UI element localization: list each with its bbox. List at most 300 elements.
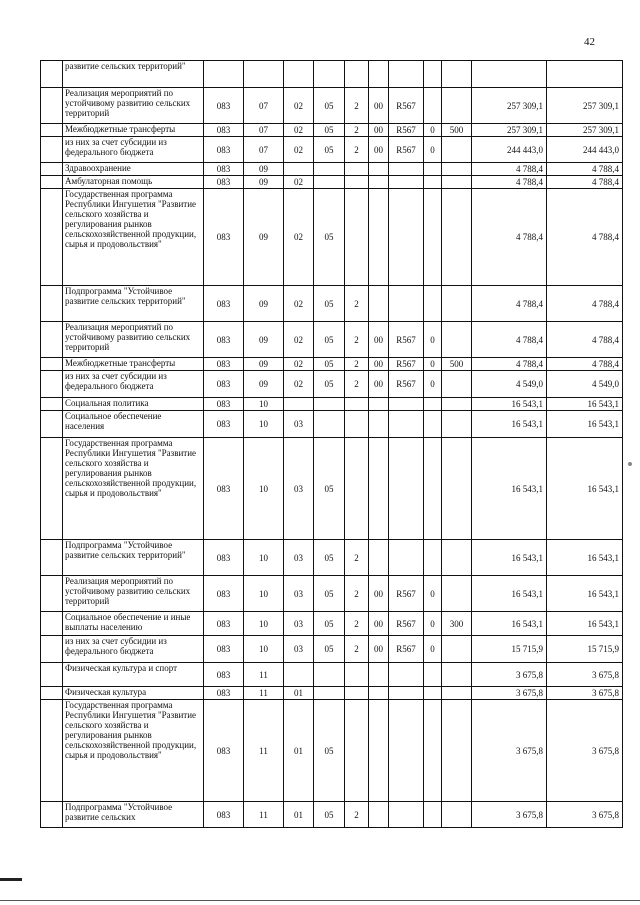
- cell-p5: 0: [424, 636, 442, 663]
- item-name-cell: Социальная политика: [63, 398, 204, 411]
- item-name-cell: Подпрограмма "Устойчивое развитие сельских территорий": [63, 286, 204, 322]
- cell-vr: [442, 398, 472, 411]
- cell-p1: [314, 61, 345, 88]
- item-name-cell: развитие сельских территорий": [63, 61, 204, 88]
- cell-rz: 07: [244, 137, 284, 163]
- cell-pr: 02: [284, 322, 314, 358]
- cell-p5: [424, 411, 442, 438]
- cell-p1: 05: [314, 286, 345, 322]
- cell-pr: 03: [284, 612, 314, 636]
- cell-rz: 10: [244, 576, 284, 612]
- cell-p2: [345, 687, 369, 700]
- cell-p4: R567: [389, 576, 424, 612]
- row-number-cell: [41, 163, 63, 176]
- table-row: [41, 540, 623, 576]
- cell-y1: [472, 61, 547, 88]
- item-name-cell: Социальное обеспечение и иные выплаты населению: [63, 612, 204, 636]
- item-name-cell: Социальное обеспечение населения: [63, 411, 204, 438]
- row-number-cell: [41, 540, 63, 576]
- cell-adm: 083: [204, 576, 244, 612]
- row-number-cell: [41, 124, 63, 137]
- cell-p2: 2: [345, 576, 369, 612]
- cell-pr: 01: [284, 687, 314, 700]
- cell-p2: [345, 398, 369, 411]
- cell-vr: [442, 322, 472, 358]
- row-number-cell: [41, 371, 63, 398]
- cell-p4: R567: [389, 124, 424, 137]
- cell-y2: 15 715,9: [547, 636, 623, 663]
- cell-p2: 2: [345, 612, 369, 636]
- row-number-cell: [41, 358, 63, 371]
- cell-p3: [369, 163, 389, 176]
- cell-p3: [369, 286, 389, 322]
- cell-y1: 4 788,4: [472, 163, 547, 176]
- cell-y1: 4 788,4: [472, 176, 547, 189]
- cell-p2: 2: [345, 88, 369, 124]
- cell-vr: 500: [442, 124, 472, 137]
- item-name-cell: из них за счет субсидии из федерального бюджета: [63, 636, 204, 663]
- row-number-cell: [41, 322, 63, 358]
- cell-p1: [314, 687, 345, 700]
- cell-adm: [204, 61, 244, 88]
- cell-vr: 300: [442, 612, 472, 636]
- cell-vr: [442, 663, 472, 687]
- cell-rz: 10: [244, 411, 284, 438]
- cell-p4: [389, 411, 424, 438]
- cell-y2: 4 788,4: [547, 322, 623, 358]
- cell-pr: [284, 663, 314, 687]
- cell-pr: 01: [284, 700, 314, 802]
- item-name-cell: Амбулаторная помощь: [63, 176, 204, 189]
- scan-speck: [628, 462, 632, 466]
- cell-p4: [389, 398, 424, 411]
- cell-p3: 00: [369, 576, 389, 612]
- item-name-cell: Государственная программа Республики Ингушетия "Развитие сельского хозяйства и регулирования рынков сельскохозяйственной продукции, сырья и продовольствия": [63, 700, 204, 802]
- cell-pr: 01: [284, 802, 314, 828]
- cell-y2: 16 543,1: [547, 576, 623, 612]
- cell-y2: 4 788,4: [547, 358, 623, 371]
- cell-pr: [284, 163, 314, 176]
- cell-pr: 03: [284, 576, 314, 612]
- cell-p3: [369, 438, 389, 540]
- cell-p3: 00: [369, 636, 389, 663]
- cell-pr: [284, 398, 314, 411]
- item-name-cell: из них за счет субсидии из федерального бюджета: [63, 137, 204, 163]
- item-name-cell: Межбюджетные трансферты: [63, 124, 204, 137]
- cell-rz: 09: [244, 286, 284, 322]
- table-row: [41, 636, 623, 663]
- budget-table: [40, 60, 623, 828]
- cell-y2: 16 543,1: [547, 411, 623, 438]
- cell-p5: 0: [424, 612, 442, 636]
- cell-y1: 257 309,1: [472, 124, 547, 137]
- cell-y1: 4 788,4: [472, 286, 547, 322]
- cell-rz: 10: [244, 540, 284, 576]
- cell-p1: 05: [314, 137, 345, 163]
- cell-y2: 3 675,8: [547, 700, 623, 802]
- cell-p5: 0: [424, 358, 442, 371]
- cell-p1: 05: [314, 438, 345, 540]
- row-number-cell: [41, 137, 63, 163]
- cell-vr: [442, 576, 472, 612]
- table-row: [41, 61, 623, 88]
- cell-adm: 083: [204, 176, 244, 189]
- cell-adm: 083: [204, 371, 244, 398]
- cell-p4: [389, 700, 424, 802]
- row-number-cell: [41, 663, 63, 687]
- cell-adm: 083: [204, 189, 244, 286]
- cell-p1: 05: [314, 88, 345, 124]
- cell-adm: 083: [204, 358, 244, 371]
- cell-y2: 4 788,4: [547, 286, 623, 322]
- cell-vr: [442, 189, 472, 286]
- row-number-cell: [41, 636, 63, 663]
- cell-rz: 11: [244, 663, 284, 687]
- cell-p4: [389, 286, 424, 322]
- cell-adm: 083: [204, 137, 244, 163]
- cell-p4: [389, 189, 424, 286]
- cell-y2: 16 543,1: [547, 398, 623, 411]
- item-name-cell: Реализация мероприятий по устойчивому развитию сельских территорий: [63, 576, 204, 612]
- row-number-cell: [41, 189, 63, 286]
- cell-p2: 2: [345, 540, 369, 576]
- cell-p3: 00: [369, 371, 389, 398]
- cell-p4: R567: [389, 636, 424, 663]
- cell-vr: [442, 802, 472, 828]
- cell-y2: 16 543,1: [547, 612, 623, 636]
- table-row: [41, 358, 623, 371]
- cell-p3: [369, 189, 389, 286]
- cell-p5: [424, 286, 442, 322]
- cell-rz: 07: [244, 88, 284, 124]
- table-row: [41, 398, 623, 411]
- cell-p2: [345, 438, 369, 540]
- cell-y2: 257 309,1: [547, 124, 623, 137]
- cell-y2: 3 675,8: [547, 663, 623, 687]
- cell-p5: 0: [424, 124, 442, 137]
- cell-p5: [424, 176, 442, 189]
- cell-p3: [369, 700, 389, 802]
- cell-rz: 10: [244, 612, 284, 636]
- cell-y1: 4 549,0: [472, 371, 547, 398]
- cell-p1: 05: [314, 612, 345, 636]
- cell-y1: 3 675,8: [472, 700, 547, 802]
- cell-p1: 05: [314, 802, 345, 828]
- cell-pr: 03: [284, 636, 314, 663]
- row-number-cell: [41, 700, 63, 802]
- cell-p2: 2: [345, 137, 369, 163]
- item-name-cell: Физическая культура: [63, 687, 204, 700]
- cell-p1: 05: [314, 124, 345, 137]
- cell-p1: 05: [314, 189, 345, 286]
- cell-adm: 083: [204, 411, 244, 438]
- table-row: [41, 802, 623, 828]
- cell-p5: 0: [424, 322, 442, 358]
- cell-p1: [314, 176, 345, 189]
- cell-p4: [389, 163, 424, 176]
- cell-pr: 02: [284, 124, 314, 137]
- cell-p2: [345, 176, 369, 189]
- cell-vr: [442, 438, 472, 540]
- cell-rz: 09: [244, 176, 284, 189]
- cell-rz: 11: [244, 687, 284, 700]
- cell-rz: 11: [244, 700, 284, 802]
- row-number-cell: [41, 411, 63, 438]
- cell-p4: [389, 802, 424, 828]
- table-row: [41, 663, 623, 687]
- cell-p2: 2: [345, 371, 369, 398]
- cell-vr: 500: [442, 358, 472, 371]
- cell-p1: 05: [314, 358, 345, 371]
- table-row: [41, 411, 623, 438]
- cell-vr: [442, 700, 472, 802]
- cell-pr: 02: [284, 371, 314, 398]
- cell-p4: [389, 176, 424, 189]
- cell-p2: [345, 700, 369, 802]
- table-row: [41, 137, 623, 163]
- cell-vr: [442, 137, 472, 163]
- item-name-cell: Государственная программа Республики Ингушетия "Развитие сельского хозяйства и регулирования рынков сельскохозяйственной продукции, сырья и продовольствия": [63, 189, 204, 286]
- table-row: [41, 88, 623, 124]
- cell-p3: [369, 411, 389, 438]
- cell-p2: [345, 163, 369, 176]
- cell-p3: [369, 398, 389, 411]
- row-number-cell: [41, 438, 63, 540]
- cell-y1: 4 788,4: [472, 189, 547, 286]
- cell-vr: [442, 371, 472, 398]
- cell-p5: [424, 687, 442, 700]
- cell-p1: [314, 398, 345, 411]
- cell-p3: [369, 540, 389, 576]
- cell-p3: 00: [369, 612, 389, 636]
- cell-adm: 083: [204, 663, 244, 687]
- cell-p3: 00: [369, 322, 389, 358]
- cell-y1: 3 675,8: [472, 687, 547, 700]
- cell-y1: 244 443,0: [472, 137, 547, 163]
- cell-p1: [314, 411, 345, 438]
- cell-p3: [369, 687, 389, 700]
- table-row: [41, 700, 623, 802]
- cell-p3: 00: [369, 358, 389, 371]
- cell-p4: [389, 663, 424, 687]
- cell-pr: 03: [284, 540, 314, 576]
- cell-y2: 3 675,8: [547, 687, 623, 700]
- cell-p5: 0: [424, 576, 442, 612]
- table-row: [41, 286, 623, 322]
- cell-rz: 10: [244, 398, 284, 411]
- cell-p3: 00: [369, 137, 389, 163]
- cell-p3: 00: [369, 124, 389, 137]
- cell-p5: [424, 163, 442, 176]
- cell-pr: [284, 61, 314, 88]
- cell-y2: 257 309,1: [547, 88, 623, 124]
- cell-p2: 2: [345, 802, 369, 828]
- item-name-cell: Реализация мероприятий по устойчивому развитию сельских территорий: [63, 322, 204, 358]
- cell-vr: [442, 286, 472, 322]
- cell-p5: [424, 802, 442, 828]
- cell-p1: [314, 663, 345, 687]
- item-name-cell: из них за счет субсидии из федерального бюджета: [63, 371, 204, 398]
- cell-pr: 02: [284, 189, 314, 286]
- table-row: [41, 163, 623, 176]
- cell-adm: 083: [204, 163, 244, 176]
- table-row: [41, 322, 623, 358]
- cell-p4: R567: [389, 371, 424, 398]
- cell-rz: 09: [244, 358, 284, 371]
- cell-y2: 4 549,0: [547, 371, 623, 398]
- cell-adm: 083: [204, 687, 244, 700]
- cell-rz: 09: [244, 371, 284, 398]
- cell-y1: 4 788,4: [472, 322, 547, 358]
- cell-p3: [369, 61, 389, 88]
- scan-margin-mark: [0, 878, 22, 881]
- cell-y1: 16 543,1: [472, 411, 547, 438]
- cell-rz: 07: [244, 124, 284, 137]
- cell-y2: 4 788,4: [547, 189, 623, 286]
- cell-vr: [442, 88, 472, 124]
- cell-p2: 2: [345, 124, 369, 137]
- cell-rz: 09: [244, 322, 284, 358]
- cell-y1: 3 675,8: [472, 802, 547, 828]
- cell-vr: [442, 176, 472, 189]
- cell-y1: 3 675,8: [472, 663, 547, 687]
- cell-p5: 0: [424, 137, 442, 163]
- cell-p4: R567: [389, 88, 424, 124]
- cell-p2: [345, 61, 369, 88]
- cell-adm: 083: [204, 398, 244, 411]
- cell-p5: [424, 88, 442, 124]
- cell-p3: [369, 802, 389, 828]
- table-row: [41, 176, 623, 189]
- cell-p1: 05: [314, 576, 345, 612]
- row-number-cell: [41, 286, 63, 322]
- cell-y2: 16 543,1: [547, 438, 623, 540]
- cell-adm: 083: [204, 612, 244, 636]
- cell-pr: 02: [284, 137, 314, 163]
- cell-p1: 05: [314, 636, 345, 663]
- cell-p4: [389, 687, 424, 700]
- table-row: [41, 438, 623, 540]
- cell-p5: [424, 61, 442, 88]
- item-name-cell: Межбюджетные трансферты: [63, 358, 204, 371]
- cell-vr: [442, 61, 472, 88]
- cell-vr: [442, 687, 472, 700]
- cell-adm: 083: [204, 540, 244, 576]
- row-number-cell: [41, 687, 63, 700]
- cell-p5: [424, 438, 442, 540]
- cell-y1: 15 715,9: [472, 636, 547, 663]
- cell-rz: 09: [244, 163, 284, 176]
- cell-rz: [244, 61, 284, 88]
- cell-adm: 083: [204, 636, 244, 663]
- cell-adm: 083: [204, 700, 244, 802]
- cell-p4: [389, 438, 424, 540]
- cell-rz: 09: [244, 189, 284, 286]
- cell-pr: 03: [284, 438, 314, 540]
- cell-p1: 05: [314, 700, 345, 802]
- cell-pr: 02: [284, 176, 314, 189]
- cell-p3: [369, 176, 389, 189]
- cell-adm: 083: [204, 286, 244, 322]
- cell-p1: [314, 163, 345, 176]
- item-name-cell: Здравоохранение: [63, 163, 204, 176]
- cell-y1: 16 543,1: [472, 576, 547, 612]
- cell-adm: 083: [204, 802, 244, 828]
- table-row: [41, 612, 623, 636]
- item-name-cell: Физическая культура и спорт: [63, 663, 204, 687]
- row-number-cell: [41, 612, 63, 636]
- cell-p3: [369, 663, 389, 687]
- cell-p2: [345, 189, 369, 286]
- cell-p5: [424, 700, 442, 802]
- cell-y2: 16 543,1: [547, 540, 623, 576]
- scan-bottom-edge: [0, 900, 640, 901]
- cell-adm: 083: [204, 124, 244, 137]
- cell-p4: [389, 540, 424, 576]
- cell-p2: 2: [345, 286, 369, 322]
- cell-vr: [442, 411, 472, 438]
- cell-y1: 257 309,1: [472, 88, 547, 124]
- cell-y1: 4 788,4: [472, 358, 547, 371]
- cell-y2: 4 788,4: [547, 176, 623, 189]
- cell-y1: 16 543,1: [472, 540, 547, 576]
- cell-rz: 10: [244, 438, 284, 540]
- page-number: 42: [584, 36, 595, 48]
- cell-p2: 2: [345, 322, 369, 358]
- table-row: [41, 687, 623, 700]
- table-row: [41, 576, 623, 612]
- cell-y1: 16 543,1: [472, 438, 547, 540]
- item-name-cell: Подпрограмма "Устойчивое развитие сельских территорий": [63, 540, 204, 576]
- cell-y2: [547, 61, 623, 88]
- cell-vr: [442, 540, 472, 576]
- table-row: [41, 124, 623, 137]
- cell-p2: 2: [345, 636, 369, 663]
- cell-y2: 4 788,4: [547, 163, 623, 176]
- cell-p4: R567: [389, 137, 424, 163]
- row-number-cell: [41, 88, 63, 124]
- cell-pr: 02: [284, 358, 314, 371]
- cell-p2: 2: [345, 358, 369, 371]
- row-number-cell: [41, 398, 63, 411]
- cell-y1: 16 543,1: [472, 612, 547, 636]
- cell-p5: [424, 189, 442, 286]
- table-row: [41, 189, 623, 286]
- cell-adm: 083: [204, 322, 244, 358]
- cell-rz: 11: [244, 802, 284, 828]
- cell-p4: R567: [389, 322, 424, 358]
- cell-p4: [389, 61, 424, 88]
- cell-y2: 3 675,8: [547, 802, 623, 828]
- table-row: [41, 371, 623, 398]
- cell-p1: 05: [314, 371, 345, 398]
- item-name-cell: Государственная программа Республики Ингушетия "Развитие сельского хозяйства и регулирования рынков сельскохозяйственной продукции, сырья и продовольствия": [63, 438, 204, 540]
- item-name-cell: Подпрограмма "Устойчивое развитие сельских: [63, 802, 204, 828]
- cell-p5: 0: [424, 371, 442, 398]
- row-number-cell: [41, 802, 63, 828]
- cell-p2: [345, 663, 369, 687]
- cell-y1: 16 543,1: [472, 398, 547, 411]
- cell-p4: R567: [389, 358, 424, 371]
- cell-p5: [424, 663, 442, 687]
- cell-pr: 03: [284, 411, 314, 438]
- cell-vr: [442, 636, 472, 663]
- row-number-cell: [41, 61, 63, 88]
- item-name-cell: Реализация мероприятий по устойчивому развитию сельских территорий: [63, 88, 204, 124]
- row-number-cell: [41, 576, 63, 612]
- cell-p3: 00: [369, 88, 389, 124]
- cell-p4: R567: [389, 612, 424, 636]
